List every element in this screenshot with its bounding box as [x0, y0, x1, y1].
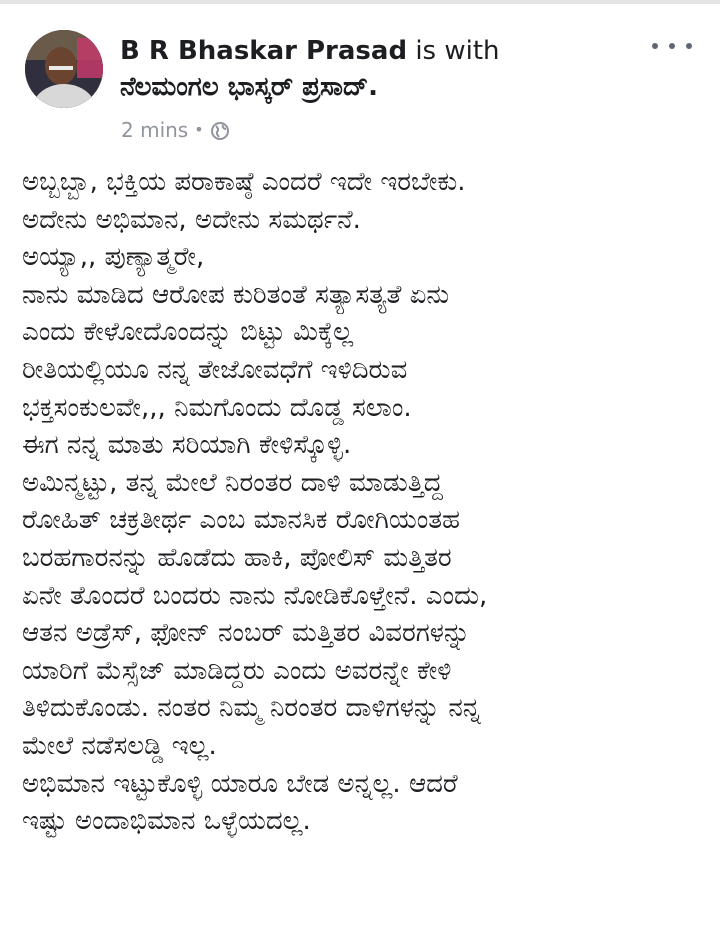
post-line: ಏನೇ ತೊಂದರೆ ಬಂದರು ನಾನು ನೋಡಿಕೊಳ್ತೇನೆ. ಎಂದು, [22, 580, 488, 611]
post-line: ಅದೇನು ಅಭಿಮಾನ, ಅದೇನು ಸಮರ್ಥನೆ. [22, 204, 361, 235]
post-line: ಈಗ ನನ್ನ ಮಾತು ಸರಿಯಾಗಿ ಕೇಳಿಸ್ಕೊಳ್ಳಿ. [22, 430, 352, 461]
post-timestamp[interactable]: 2 mins [121, 118, 189, 142]
globe-icon[interactable] [210, 120, 230, 140]
dot [652, 43, 658, 49]
post-meta [121, 116, 230, 144]
post-line: ಭಕ್ತಸಂಕುಲವೇ,,, ನಿಮಗೊಂದು ದೊಡ್ಡ ಸಲಾಂ. [22, 392, 412, 423]
avatar-photo [25, 30, 103, 108]
post-body [22, 164, 702, 841]
post-line: ರೋಹಿತ್ ಚಕ್ರತೀರ್ಥ ಎಂಬ ಮಾನಸಿಕ ರೋಗಿಯಂತಹ [22, 505, 461, 536]
tagged-person[interactable]: ನೆಲಮಂಗಲ ಭಾಸ್ಕರ್ ಪ್ರಸಾದ್. [120, 72, 379, 102]
post-line: ಮೇಲೆ ನಡೆಸಲಡ್ಡಿ ಇಲ್ಲ. [22, 730, 217, 761]
dot [669, 43, 675, 49]
with-text: is with [415, 36, 500, 66]
author-avatar[interactable] [25, 30, 103, 108]
meta-separator: • [194, 120, 204, 139]
post-line: ಅಭಿಮಾನ ಇಟ್ಟುಕೊಳ್ಳಿ ಯಾರೂ ಬೇಡ ಅನ್ನಲ್ಲ. ಆದರೆ [22, 768, 458, 799]
post-line: ಅಮಿನ್ಮಟ್ಟು, ತನ್ನ ಮೇಲೆ ನಿರಂತರ ದಾಳಿ ಮಾಡುತ್ತಿದ್ದ [22, 467, 443, 498]
post-line: ಆತನ ಅಡ್ರೆಸ್, ಫೋನ್ ನಂಬರ್ ಮತ್ತಿತರ ವಿವರಗಳನ್ನು [22, 618, 471, 649]
dot [686, 43, 692, 49]
post-line: ಅಯ್ಯಾ,, ಪುಣ್ಯಾತ್ಮರೇ, [22, 242, 205, 273]
post-line: ಇಷ್ಟು ಅಂದಾಭಿಮಾನ ಒಳ್ಳೆಯದಲ್ಲ. [22, 806, 311, 837]
author-name[interactable]: B R Bhaskar Prasad [120, 36, 408, 66]
post-line: ನಾನು ಮಾಡಿದ ಆರೋಪ ಕುರಿತಂತೆ ಸತ್ಯಾಸತ್ಯತೆ ಏನು [22, 279, 450, 310]
post-header [0, 4, 720, 144]
post-line: ಎಂದು ಕೇಳೋದೊಂದನ್ನು ಬಿಟ್ಟು ಮಿಕ್ಕೆಲ್ಲ [22, 317, 354, 348]
post-line: ಅಬ್ಬಬ್ಬಾ, ಭಕ್ತಿಯ ಪರಾಕಾಷ್ಠೆ ಎಂದರೆ ಇದೇ ಇರಬೇಕು. [22, 167, 466, 197]
post-line: ಬರಹಗಾರನನ್ನು ಹೊಡೆದು ಹಾಕಿ, ಪೋಲಿಸ್ ಮತ್ತಿತರ [22, 542, 452, 573]
more-options-icon[interactable] [652, 32, 692, 60]
author-line [120, 34, 500, 68]
post-line: ಯಾರಿಗೆ ಮೆಸ್ಸೆಜ್ ಮಾಡಿದ್ದರು ಎಂದು ಅವರನ್ನೇ ಕೇಳಿ [22, 655, 452, 686]
post-line: ತಿಳಿದುಕೊಂಡು. ನಂತರ ನಿಮ್ಮ ನಿರಂತರ ದಾಳಿಗಳನ್ನು ನನ್ನ [22, 693, 481, 724]
post-line: ರೀತಿಯಲ್ಲಿಯೂ ನನ್ನ ತೇಜೋವಧೆಗೆ ಇಳಿದಿರುವ [22, 354, 408, 385]
